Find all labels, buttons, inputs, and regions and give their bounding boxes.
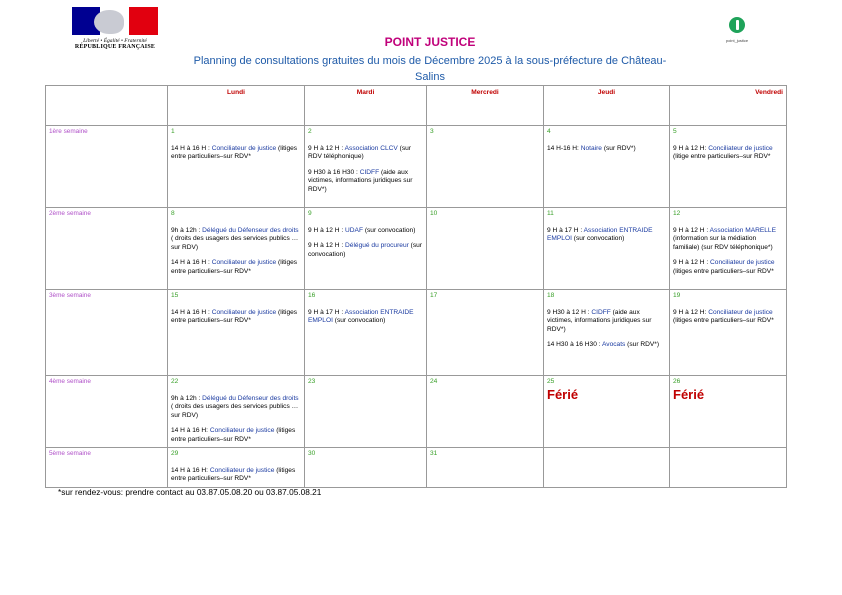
header-day-mardi: Mardi [305,86,427,126]
consultation-time: 9 H à 17 H : [547,226,584,234]
consultation-details: (sur RDV téléphonique) [308,144,411,161]
day-cell [168,208,305,290]
page-title: POINT JUSTICE [384,35,476,49]
consultation-organization: CIDFF [591,308,611,316]
consultation-details: (sur convocation) [362,226,416,234]
consultation-entry [308,145,423,162]
day-number: 26 [673,378,681,385]
republic-motto: Liberté • Égalité • Fraternité [83,38,147,44]
day-cell [670,208,787,290]
day-number: 4 [547,128,551,135]
point-justice-icon [729,17,745,33]
consultation-time: 9 H à 12 H : [308,226,346,234]
header-day-jeudi: Jeudi [544,86,670,126]
consultation-organization: UDAF [345,226,363,234]
consultation-entry [171,145,301,162]
consultation-organization: Avocats [602,341,626,349]
consultation-time: 9h à 12h : [171,226,203,234]
day-number: 10 [430,210,438,217]
consultation-time: 14 H à 16 H: [171,466,210,474]
header-corner-cell [46,86,168,126]
consultation-entry [547,309,666,335]
consultation-entry [547,227,666,244]
consultation-time: 9 H à 12 H: [673,308,709,316]
consultation-time: 9 H à 17 H : [308,308,345,316]
consultation-entry [547,145,666,154]
consultation-entry [673,227,783,253]
day-number: 24 [430,378,438,385]
consultation-time: 9h à 12h : [171,394,203,402]
day-number: 1 [171,128,175,135]
consultation-organization: CIDFF [359,168,380,176]
week-label: 5ème semaine [46,448,168,488]
consultation-organization: Délégué du Défenseur des droits [202,394,299,402]
day-number: 12 [673,210,681,217]
consultation-organization: Conciliateur de justice [211,144,277,152]
day-number: 2 [308,128,312,135]
day-number: 5 [673,128,677,135]
day-cell [544,126,670,208]
day-number: 15 [171,292,179,299]
point-justice-logo-text: point_justice [725,38,749,43]
header-day-vendredi: Vendredi [670,86,787,126]
marianne-flag-icon [72,7,158,35]
schedule-table [45,85,787,488]
consultation-organization: Conciliateur de justice [708,308,773,316]
day-number: 17 [430,292,438,299]
day-cell [427,290,544,376]
week-label: 4ème semaine [46,376,168,448]
consultation-time: 14 H à 16 H: [171,427,210,435]
consultation-entry [171,259,301,276]
week-row [46,126,787,208]
week-row [46,208,787,290]
day-cell [168,448,305,488]
consultation-details: (sur convocation) [332,317,386,325]
week-row [46,290,787,376]
day-number: 23 [308,378,316,385]
consultation-entry [171,427,301,444]
consultation-details: ( droits des usagers des services publics … sur RDV) [171,403,299,419]
republique-francaise-logo [72,7,158,50]
consultation-details: (sur RDV*) [601,144,636,152]
day-cell [544,448,670,488]
consultation-details: (litiges entre particuliers–sur RDV* [673,317,774,325]
week-label: 3ème semaine [46,290,168,376]
consultation-details: (sur convocation) [308,242,422,258]
consultation-time: 9 H à 12 H: [673,144,709,152]
consultation-entry [547,341,666,350]
subtitle-line-2: Salins [415,71,445,83]
consultation-time: 9 H à 12 H : [673,259,711,267]
consultation-entry [673,145,783,162]
day-number: 25 [547,378,555,385]
header-day-lundi: Lundi [168,86,305,126]
consultation-organization: Association MARELLE [709,226,776,234]
consultation-organization: Conciliateur de justice [209,466,275,474]
day-cell [305,376,427,448]
day-cell [168,290,305,376]
consultation-time: 14 H-16 H: [547,144,581,152]
day-number: 11 [547,210,554,217]
day-number: 22 [171,378,179,385]
day-cell [427,448,544,488]
consultation-time: 14 H à 16 H : [171,259,212,267]
consultation-details: (aide aux victimes, informations juridiques sur RDV*) [547,308,652,333]
consultation-details: (litiges entre particuliers–sur RDV* [673,267,774,275]
consultation-entry [673,259,783,276]
day-cell [670,376,787,448]
day-cell [305,448,427,488]
consultation-details: (litiges entre particuliers–sur RDV* [171,308,298,325]
day-cell [544,376,670,448]
consultation-entry [308,309,423,326]
consultation-organization: Délégué du procureur [345,242,409,250]
point-justice-logo [722,17,752,43]
consultation-entry [308,169,423,195]
republic-name: RÉPUBLIQUE FRANÇAISE [74,44,156,50]
consultation-details: (information sur la médiation familiale) (sur RDV téléphonique*) [673,235,773,251]
consultation-organization: Notaire [580,144,602,152]
consultation-entry [308,227,423,236]
consultation-time: 9 H30 à 16 H30 : [308,168,360,176]
consultation-entry [171,467,301,484]
day-cell [305,126,427,208]
week-label: 1ère semaine [46,126,168,208]
consultation-organization: Association ENTRAIDE EMPLOI [308,308,414,325]
day-cell [670,290,787,376]
footnote: *sur rendez-vous: prendre contact au 03.87.05.08.20 ou 03.87.05.08.21 [58,487,322,497]
day-cell [670,126,787,208]
consultation-entry [171,227,301,253]
week-label: 2ème semaine [46,208,168,290]
week-row [46,376,787,448]
consultation-details: (litiges entre particuliers–sur RDV* [171,144,298,161]
consultation-details: ( droits des usagers des services publics … sur RDV) [171,235,299,251]
consultation-entry [673,309,783,326]
day-number: 9 [308,210,312,217]
consultation-details: (litiges entre particuliers–sur RDV* [171,259,298,275]
day-cell [427,126,544,208]
day-number: 30 [308,450,316,457]
consultation-organization: Conciliateur de justice [708,144,773,152]
consultation-entry [308,242,423,259]
day-cell [670,448,787,488]
day-cell [168,126,305,208]
day-cell [544,208,670,290]
consultation-details: (litiges entre particuliers–sur RDV* [171,466,296,483]
holiday-label: Férié [547,386,579,402]
subtitle-line-1: Planning de consultations gratuites du mois de Décembre 2025 à la sous-préfecture de Château- [193,55,667,67]
consultation-time: 14 H30 à 16 H30 : [547,341,602,349]
page-subtitle [165,53,695,85]
consultation-organization: Association CLCV [344,144,398,152]
consultation-organization: Conciliateur de justice [710,259,775,267]
holiday-label: Férié [673,386,705,402]
consultation-organization: Association ENTRAIDE EMPLOI [547,226,653,243]
day-cell [305,290,427,376]
day-number: 18 [547,292,555,299]
consultation-details: (litige entre particuliers–sur RDV* [673,153,771,161]
day-number: 3 [430,128,434,135]
consultation-time: 14 H à 16 H : [171,144,212,152]
consultation-details: (aide aux victimes, informations juridiques sur RDV*) [308,168,413,193]
consultation-time: 9 H à 12 H : [308,242,346,250]
day-cell [305,208,427,290]
consultation-time: 9 H à 12 H : [673,226,710,234]
day-number: 29 [171,450,179,457]
consultation-organization: Délégué du Défenseur des droits [202,226,299,234]
day-cell [168,376,305,448]
header-day-mercredi: Mercredi [427,86,544,126]
consultation-time: 9 H à 12 H : [308,144,345,152]
day-cell [544,290,670,376]
consultation-details: (sur RDV*) [625,341,660,349]
consultation-organization: Conciliateur de justice [209,427,275,435]
day-cell [427,208,544,290]
day-number: 16 [308,292,316,299]
week-row [46,448,787,488]
table-header-row [46,86,787,126]
consultation-details: (sur convocation) [571,235,625,243]
consultation-entry [171,309,301,326]
day-number: 19 [673,292,681,299]
consultation-time: 9 H30 à 12 H : [547,308,592,316]
day-number: 31 [430,450,438,457]
consultation-details: (litiges entre particuliers–sur RDV* [171,427,296,443]
day-cell [427,376,544,448]
consultation-entry [171,395,301,421]
day-number: 8 [171,210,175,217]
consultation-organization: Conciliateur de justice [211,259,277,267]
consultation-time: 14 H à 16 H : [171,308,212,316]
consultation-organization: Conciliateur de justice [211,308,277,316]
